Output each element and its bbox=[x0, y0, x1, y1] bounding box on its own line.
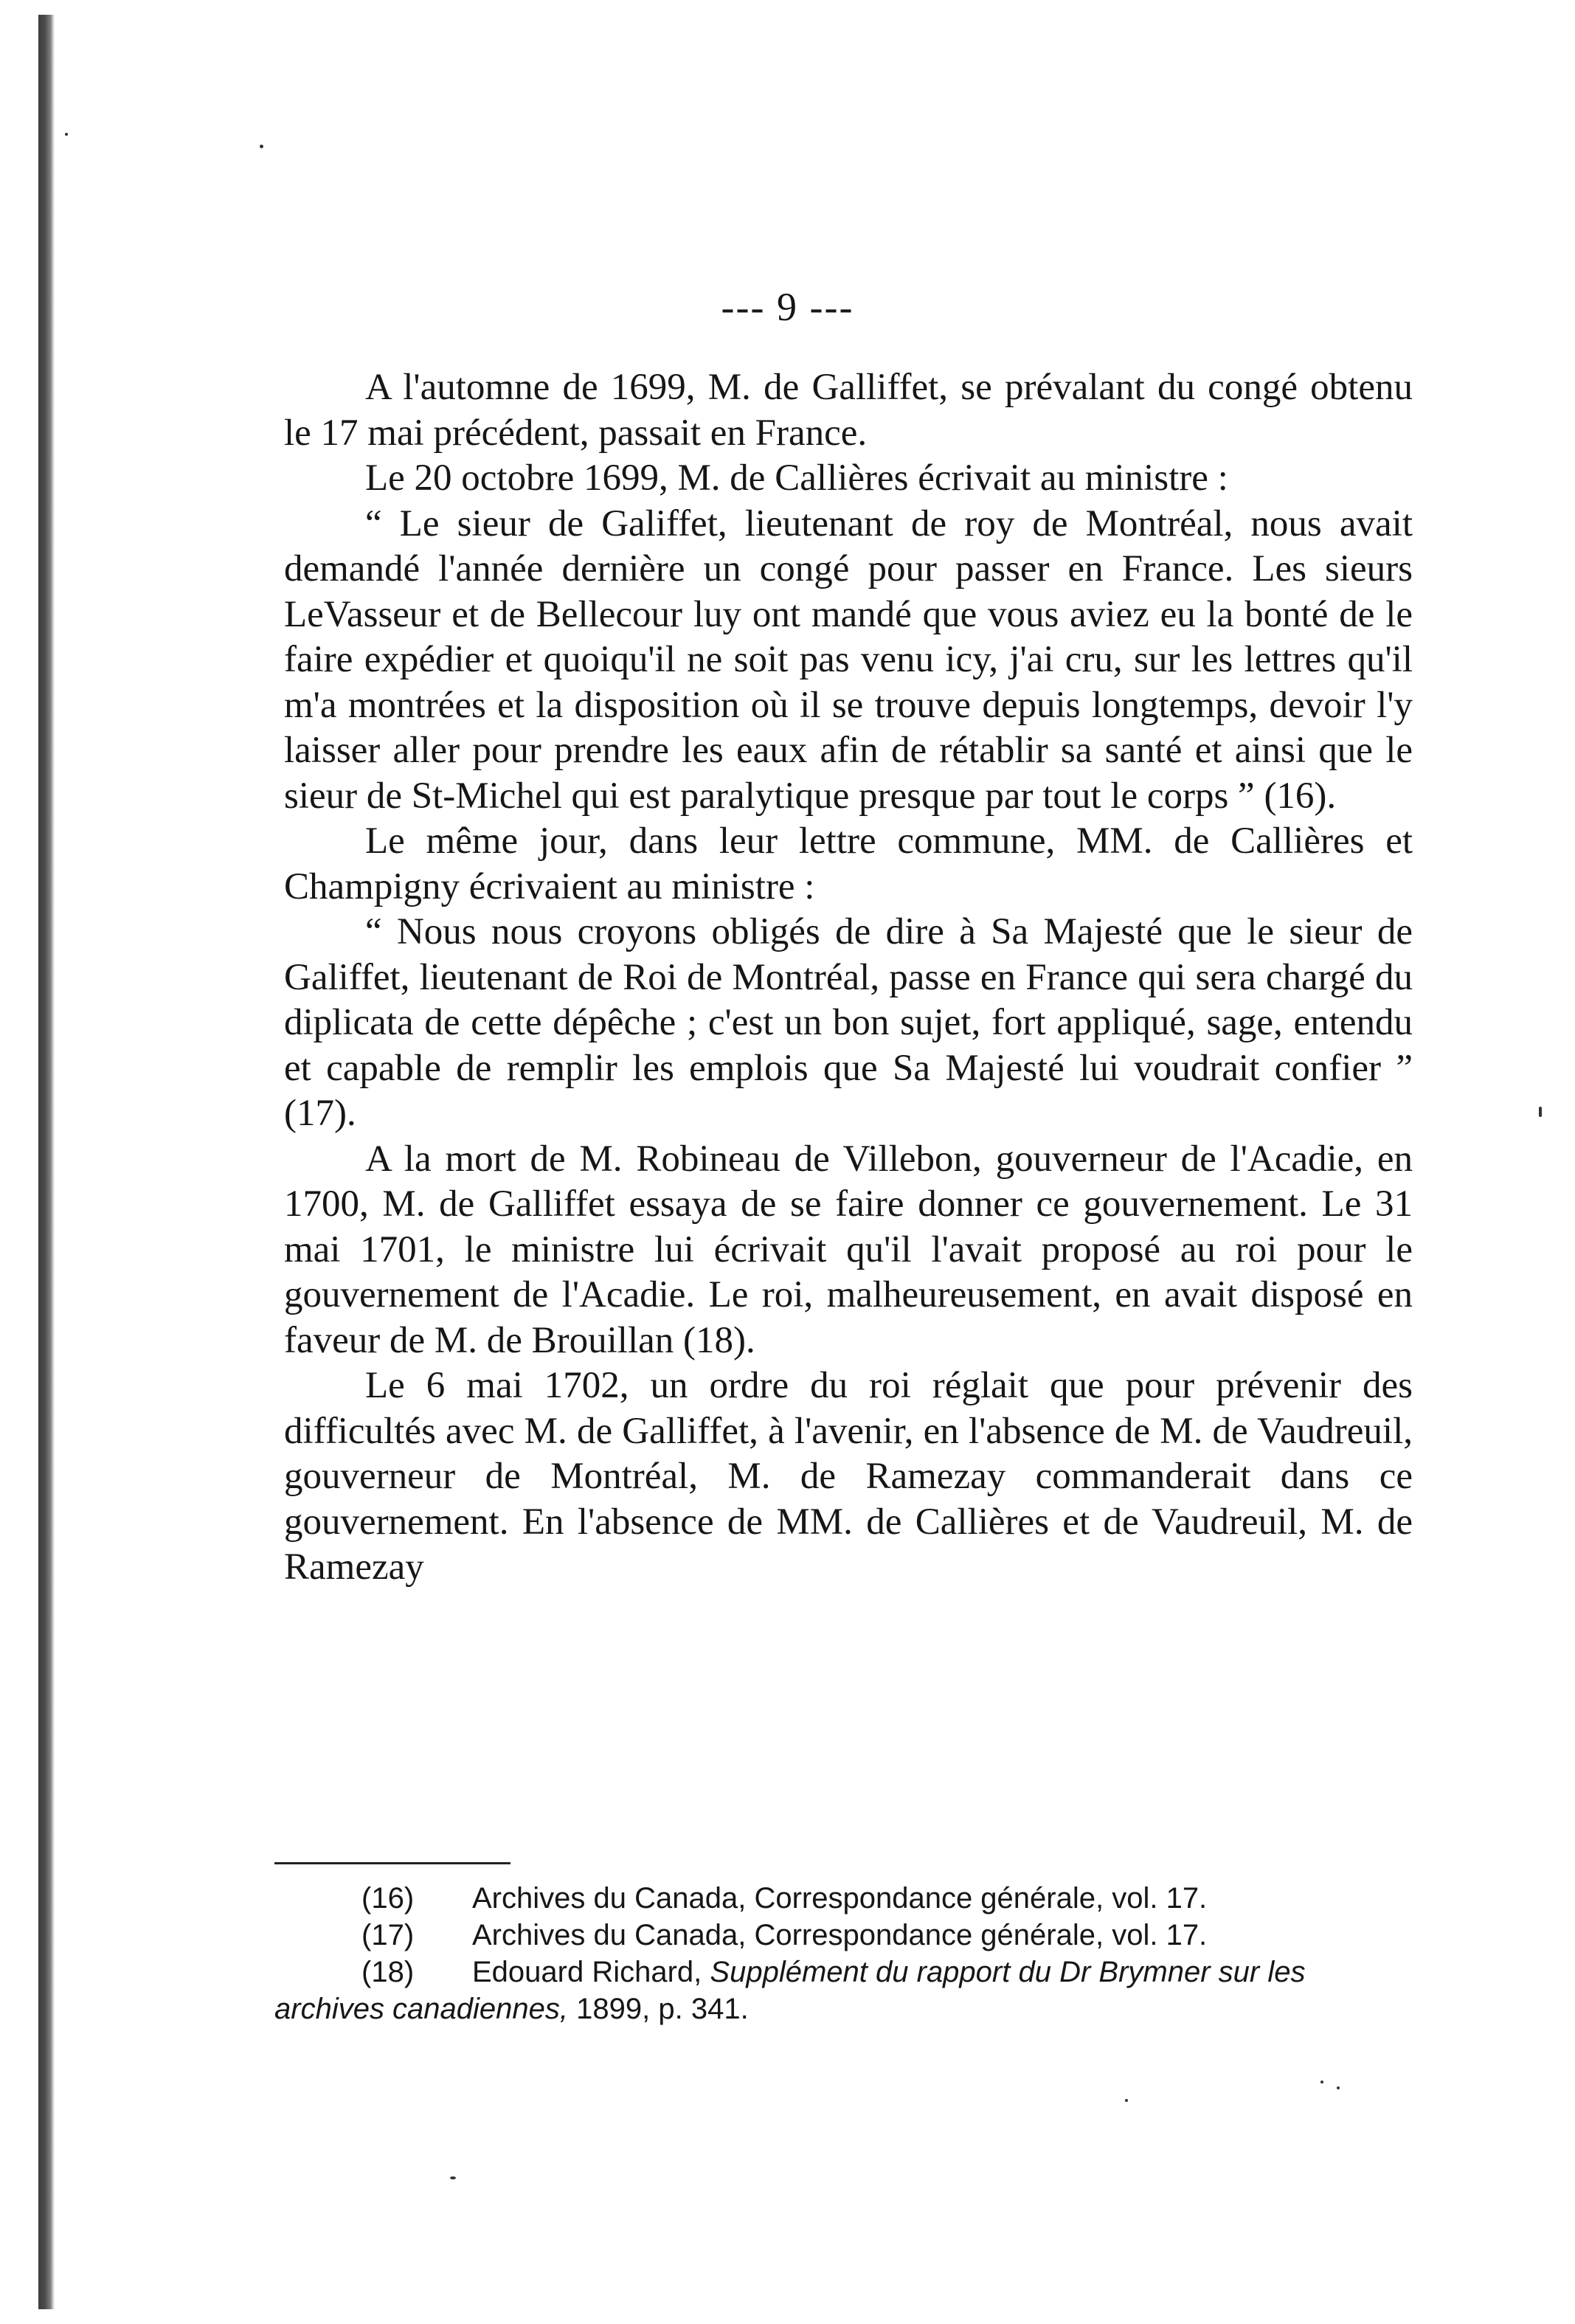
footnote-divider bbox=[274, 1862, 510, 1864]
footnote-text: Edouard Richard, bbox=[472, 1956, 702, 1988]
paragraph: A l'automne de 1699, M. de Galliffet, se prévalant du congé obtenu le 17 mai précédent, passait en France. bbox=[284, 367, 1413, 454]
footnote-number: (17) bbox=[361, 1919, 415, 1951]
paragraph: Le 6 mai 1702, un ordre du roi réglait que pour prévenir des difficultés avec M. de Galliffet, à l'avenir, en l'absence de M. de Vaudreuil, gouverneur de Montréal, M. de Ramezay commanderait dans ce gouvernement. En l'absence de MM. de Callières et de Vaudreuil, M. de Ramezay bbox=[284, 1365, 1413, 1588]
footnote-text: Archives du Canada, Correspondance générale, vol. 17. bbox=[472, 1919, 1208, 1951]
scan-speck bbox=[1125, 2099, 1128, 2102]
quote-paragraph: “ Nous nous croyons obligés de dire à Sa Majesté que le sieur de Galiffet, lieutenant de Roi de Montréal, passe en France qui sera chargé du diplicata de cette dépêche ; c'est un bon sujet, fort appliqué, sage, entendu et capable de remplir les emplois que Sa Majesté lui voudrait confier ” (17). bbox=[284, 911, 1413, 1134]
scan-speck bbox=[1539, 1107, 1542, 1117]
footnote-text: Archives du Canada, Correspondance générale, vol. 17. bbox=[472, 1882, 1208, 1915]
footnote bbox=[274, 1917, 1410, 1954]
footnote-title: Supplément du rapport du Dr Brymner sur les archives canadiennes, bbox=[274, 1956, 1306, 2025]
footnote-number: (16) bbox=[361, 1882, 415, 1915]
scan-speck bbox=[1320, 2081, 1323, 2083]
main-text bbox=[284, 365, 1413, 1591]
paragraph: Le 20 octobre 1699, M. de Callières écrivait au ministre : bbox=[365, 457, 1228, 499]
scan-speck bbox=[260, 145, 263, 148]
paragraph: Le même jour, dans leur lettre commune, MM. de Callières et Champigny écrivaient au ministre : bbox=[284, 820, 1413, 907]
footnote bbox=[274, 1880, 1410, 1917]
scan-speck bbox=[1337, 2086, 1340, 2089]
page-number: --- 9 --- bbox=[721, 285, 854, 329]
footnote-number: (18) bbox=[361, 1956, 415, 1988]
paragraph: A la mort de M. Robineau de Villebon, gouverneur de l'Acadie, en 1700, M. de Galliffet essaya de se faire donner ce gouvernement. Le 31 mai 1701, le ministre lui écrivait qu'il l'avait proposé au roi pour le gouvernement de l'Acadie. Le roi, malheureusement, en avait disposé en faveur de M. de Brouillan (18). bbox=[284, 1138, 1413, 1361]
scan-binding-edge bbox=[38, 15, 55, 2309]
quote-paragraph: “ Le sieur de Galiffet, lieutenant de roy de Montréal, nous avait demandé l'année dernière un congé pour passer en France. Les sieurs LeVasseur et de Bellecour luy ont mandé que vous aviez eu la bonté de le faire expédier et quoiqu'il ne soit pas venu icy, j'ai cru, sur les lettres qu'il m'a montrées et la disposition où il se trouve depuis longtemps, devoir l'y laisser aller pour prendre les eaux afin de rétablir sa santé et ainsi que le sieur de St-Michel qui est paralytique presque par tout le corps ” (16). bbox=[284, 502, 1413, 817]
footnote-tail: 1899, p. 341. bbox=[576, 1993, 749, 2025]
footnote bbox=[274, 1954, 1410, 2027]
footnotes bbox=[274, 1880, 1410, 2027]
scan-speck bbox=[65, 133, 68, 136]
scan-speck bbox=[450, 2176, 456, 2179]
